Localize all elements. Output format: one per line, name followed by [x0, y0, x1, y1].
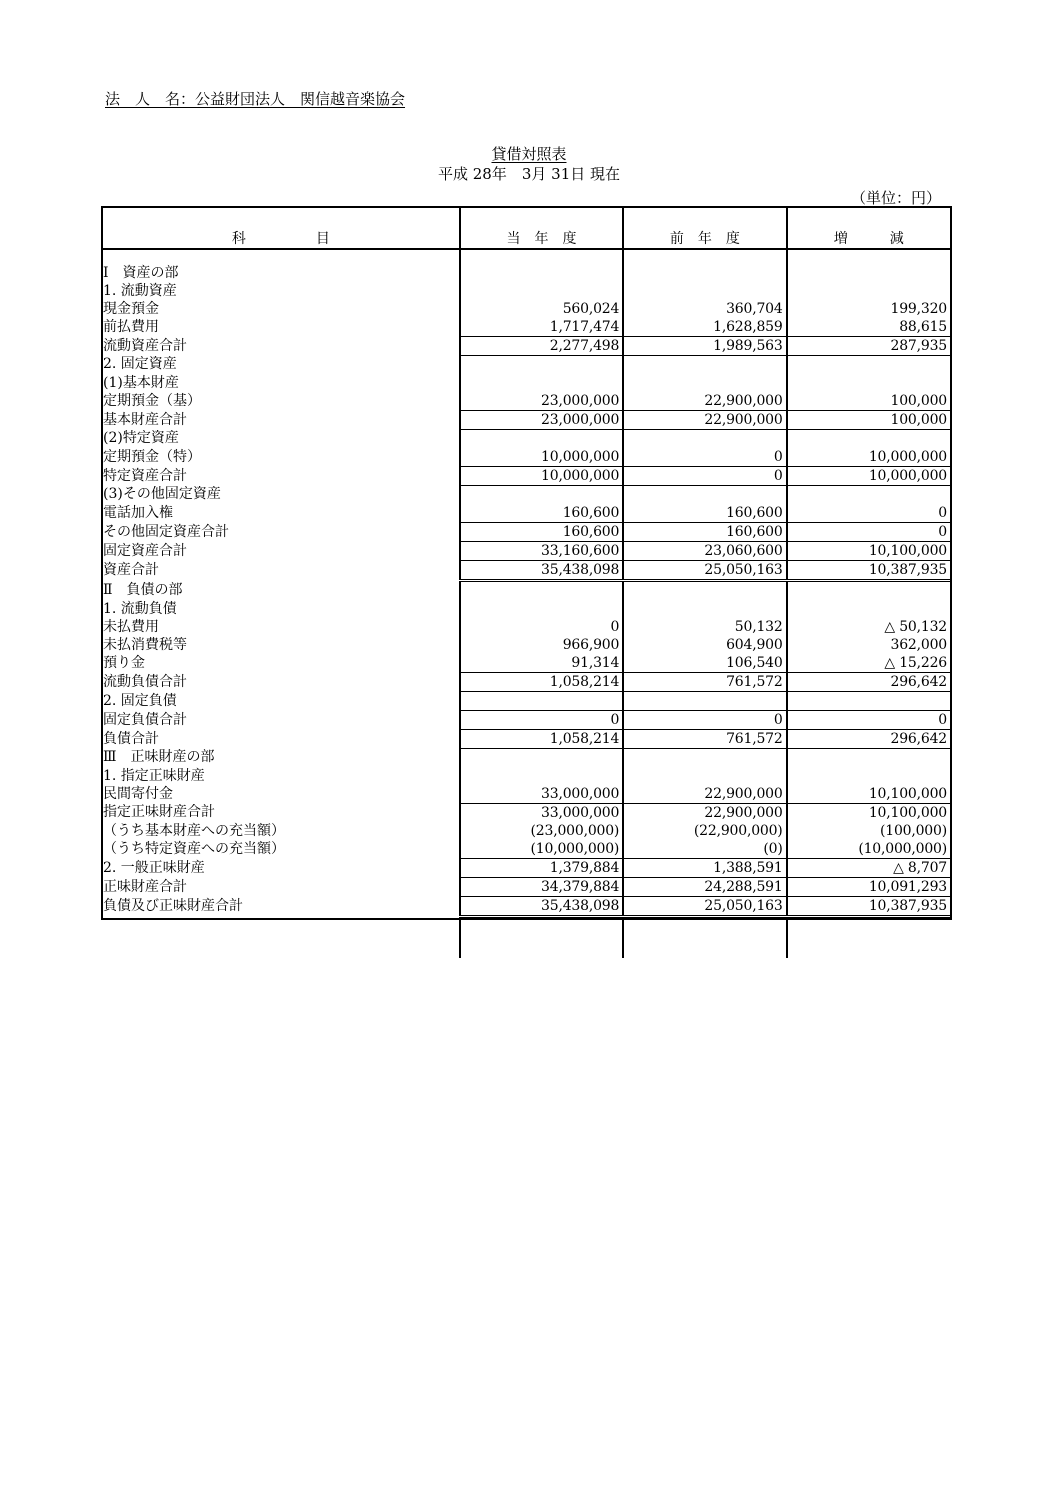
row-previous-value — [623, 486, 786, 505]
table-row — [103, 897, 950, 917]
footer-cell — [623, 917, 786, 959]
row-change-value: 0 — [787, 711, 950, 730]
row-change-value: 10,091,293 — [787, 878, 950, 897]
row-current-value — [460, 749, 623, 768]
row-change-value — [787, 264, 950, 282]
table-row — [103, 318, 950, 337]
row-label: Ⅰ 資産の部 — [103, 264, 179, 281]
row-label: 前払費用 — [103, 318, 159, 335]
table-row — [103, 337, 950, 356]
footer-cell — [787, 917, 950, 959]
row-previous-value: 1,989,563 — [623, 337, 786, 356]
row-change-value: 296,642 — [787, 730, 950, 749]
row-previous-value — [623, 374, 786, 392]
row-change-value: 0 — [787, 523, 950, 542]
row-label: 民間寄付金 — [103, 785, 173, 802]
row-label: 固定負債合計 — [103, 711, 187, 728]
table-row — [103, 523, 950, 542]
row-current-value: 160,600 — [460, 504, 623, 523]
row-change-value: 10,100,000 — [787, 542, 950, 561]
row-previous-value — [623, 356, 786, 375]
corporation-name: 法 人 名：公益財団法人 関信越音楽協会 — [105, 90, 406, 108]
row-label: 流動資産合計 — [103, 337, 187, 354]
column-header-change: 増 減 — [787, 208, 950, 249]
row-change-value — [787, 767, 950, 785]
row-previous-value: 761,572 — [623, 673, 786, 692]
row-previous-value: 24,288,591 — [623, 878, 786, 897]
table-row — [103, 804, 950, 823]
row-previous-value: (0) — [623, 840, 786, 859]
row-previous-value — [623, 264, 786, 282]
row-change-value — [787, 692, 950, 711]
row-previous-value: 106,540 — [623, 654, 786, 673]
table-row — [103, 467, 950, 486]
row-change-value: △ 15,226 — [787, 654, 950, 673]
table-row — [103, 636, 950, 654]
row-label: 1. 流動資産 — [103, 282, 177, 299]
row-current-value: 10,000,000 — [460, 467, 623, 486]
unit-label: （単位：円） — [850, 189, 941, 207]
table-row — [103, 486, 950, 505]
row-label: (1)基本財産 — [103, 374, 179, 391]
column-header-current-year: 当 年 度 — [460, 208, 623, 249]
table-row — [103, 840, 950, 859]
row-label: 正味財産合計 — [103, 878, 187, 895]
row-label: 現金預金 — [103, 300, 159, 317]
row-current-value — [460, 581, 623, 601]
row-current-value: 23,000,000 — [460, 411, 623, 430]
row-previous-value: 160,600 — [623, 523, 786, 542]
table-row — [103, 654, 950, 673]
table-row — [103, 448, 950, 467]
balance-sheet-table — [101, 206, 952, 920]
row-label: 2. 固定負債 — [103, 692, 177, 709]
row-label: その他固定資産合計 — [103, 523, 229, 540]
table-row — [103, 561, 950, 581]
row-change-value: 199,320 — [787, 300, 950, 318]
row-change-value: △ 50,132 — [787, 618, 950, 636]
row-label: 定期預金（基） — [103, 392, 201, 409]
row-label: （うち基本財産への充当額） — [103, 822, 285, 839]
row-change-value: 10,387,935 — [787, 897, 950, 917]
row-label: (3)その他固定資産 — [103, 486, 221, 503]
row-current-value: 2,277,498 — [460, 337, 623, 356]
table-row — [103, 600, 950, 618]
row-change-value: (100,000) — [787, 822, 950, 840]
row-current-value — [460, 374, 623, 392]
row-current-value: 23,000,000 — [460, 392, 623, 411]
row-current-value — [460, 282, 623, 300]
row-previous-value — [623, 581, 786, 601]
row-current-value: 160,600 — [460, 523, 623, 542]
row-label: Ⅱ 負債の部 — [103, 581, 183, 598]
spacer-row — [103, 249, 950, 264]
row-change-value: 10,387,935 — [787, 561, 950, 581]
row-change-value — [787, 282, 950, 300]
row-change-value — [787, 374, 950, 392]
row-current-value: 33,000,000 — [460, 785, 623, 804]
row-change-value — [787, 600, 950, 618]
row-label: 特定資産合計 — [103, 467, 187, 484]
row-change-value: 100,000 — [787, 392, 950, 411]
row-previous-value: 25,050,163 — [623, 561, 786, 581]
table-row — [103, 542, 950, 561]
table-row — [103, 767, 950, 785]
row-previous-value: 22,900,000 — [623, 804, 786, 823]
row-previous-value: 0 — [623, 448, 786, 467]
row-current-value: 34,379,884 — [460, 878, 623, 897]
table-row — [103, 282, 950, 300]
row-label: 基本財産合計 — [103, 411, 187, 428]
row-previous-value: 0 — [623, 711, 786, 730]
row-previous-value: 0 — [623, 467, 786, 486]
table-row — [103, 692, 950, 711]
row-current-value: 35,438,098 — [460, 897, 623, 917]
row-current-value: 1,379,884 — [460, 859, 623, 878]
as-of-date: 平成 28年 3月 31日 現在 — [437, 165, 621, 183]
row-change-value: 10,100,000 — [787, 804, 950, 823]
table-row — [103, 504, 950, 523]
table-row — [103, 374, 950, 392]
row-label: 2. 一般正味財産 — [103, 859, 205, 876]
table-row — [103, 859, 950, 878]
row-current-value: 35,438,098 — [460, 561, 623, 581]
row-change-value — [787, 749, 950, 768]
row-label: （うち特定資産への充当額） — [103, 840, 285, 857]
row-previous-value: (22,900,000) — [623, 822, 786, 840]
document-title: 貸借対照表 — [491, 145, 567, 163]
table-row — [103, 411, 950, 430]
row-previous-value: 22,900,000 — [623, 411, 786, 430]
row-change-value: △ 8,707 — [787, 859, 950, 878]
row-change-value: 10,000,000 — [787, 448, 950, 467]
row-label: 未払消費税等 — [103, 636, 187, 653]
row-label: 固定資産合計 — [103, 542, 187, 559]
table-row — [103, 264, 950, 282]
row-change-value — [787, 430, 950, 449]
row-change-value — [787, 486, 950, 505]
row-label: 流動負債合計 — [103, 673, 187, 690]
row-label: 負債合計 — [103, 730, 159, 747]
table-row — [103, 749, 950, 768]
row-current-value: 33,160,600 — [460, 542, 623, 561]
footer-cell — [460, 917, 623, 959]
row-change-value: 100,000 — [787, 411, 950, 430]
table-row — [103, 878, 950, 897]
row-change-value: 287,935 — [787, 337, 950, 356]
row-previous-value — [623, 282, 786, 300]
row-previous-value: 160,600 — [623, 504, 786, 523]
row-label: 電話加入権 — [103, 504, 173, 521]
row-label: 未払費用 — [103, 618, 159, 635]
table-body — [103, 249, 950, 958]
row-current-value: 0 — [460, 711, 623, 730]
row-label: 指定正味財産合計 — [103, 804, 215, 821]
row-current-value — [460, 486, 623, 505]
row-previous-value: 604,900 — [623, 636, 786, 654]
table-row — [103, 430, 950, 449]
table-row — [103, 822, 950, 840]
row-previous-value: 23,060,600 — [623, 542, 786, 561]
table-row — [103, 581, 950, 601]
row-previous-value — [623, 600, 786, 618]
row-previous-value: 50,132 — [623, 618, 786, 636]
row-label: 2. 固定資産 — [103, 356, 177, 373]
row-current-value — [460, 600, 623, 618]
row-label: 預り金 — [103, 654, 145, 671]
row-previous-value: 1,628,859 — [623, 318, 786, 337]
row-current-value — [460, 692, 623, 711]
row-label: (2)特定資産 — [103, 430, 179, 447]
row-change-value: 10,100,000 — [787, 785, 950, 804]
row-current-value: 1,058,214 — [460, 730, 623, 749]
row-current-value: 0 — [460, 618, 623, 636]
row-previous-value: 22,900,000 — [623, 392, 786, 411]
row-label: 1. 流動負債 — [103, 600, 177, 617]
row-label: 定期預金（特） — [103, 448, 201, 465]
row-previous-value — [623, 692, 786, 711]
row-label: 負債及び正味財産合計 — [103, 898, 243, 914]
table-row — [103, 730, 950, 749]
row-change-value: 362,000 — [787, 636, 950, 654]
row-current-value — [460, 767, 623, 785]
table-header-row — [103, 208, 950, 249]
row-current-value: 91,314 — [460, 654, 623, 673]
row-current-value — [460, 430, 623, 449]
table-row — [103, 356, 950, 375]
row-label: 1. 指定正味財産 — [103, 767, 205, 784]
row-current-value: 1,058,214 — [460, 673, 623, 692]
row-previous-value: 360,704 — [623, 300, 786, 318]
row-current-value: (23,000,000) — [460, 822, 623, 840]
table-row — [103, 785, 950, 804]
table-row — [103, 673, 950, 692]
table-row — [103, 392, 950, 411]
row-previous-value: 1,388,591 — [623, 859, 786, 878]
row-current-value: 1,717,474 — [460, 318, 623, 337]
row-change-value: 296,642 — [787, 673, 950, 692]
row-previous-value: 761,572 — [623, 730, 786, 749]
row-previous-value: 25,050,163 — [623, 897, 786, 917]
row-current-value: 560,024 — [460, 300, 623, 318]
row-change-value: 88,615 — [787, 318, 950, 337]
row-change-value: (10,000,000) — [787, 840, 950, 859]
row-change-value: 0 — [787, 504, 950, 523]
row-current-value: 10,000,000 — [460, 448, 623, 467]
row-change-value: 10,000,000 — [787, 467, 950, 486]
table-footer-spacer — [103, 917, 950, 959]
row-previous-value — [623, 749, 786, 768]
row-current-value: 966,900 — [460, 636, 623, 654]
table-row — [103, 300, 950, 318]
table-row — [103, 618, 950, 636]
row-previous-value — [623, 767, 786, 785]
footer-cell — [103, 917, 460, 959]
row-current-value: 33,000,000 — [460, 804, 623, 823]
column-header-item: 科 目 — [103, 208, 460, 249]
row-current-value — [460, 356, 623, 375]
row-change-value — [787, 581, 950, 601]
table-row — [103, 711, 950, 730]
row-change-value — [787, 356, 950, 375]
row-current-value — [460, 264, 623, 282]
row-current-value: (10,000,000) — [460, 840, 623, 859]
row-label: Ⅲ 正味財産の部 — [103, 749, 215, 766]
row-label: 資産合計 — [103, 562, 159, 578]
row-previous-value: 22,900,000 — [623, 785, 786, 804]
row-previous-value — [623, 430, 786, 449]
column-header-previous-year: 前 年 度 — [623, 208, 786, 249]
